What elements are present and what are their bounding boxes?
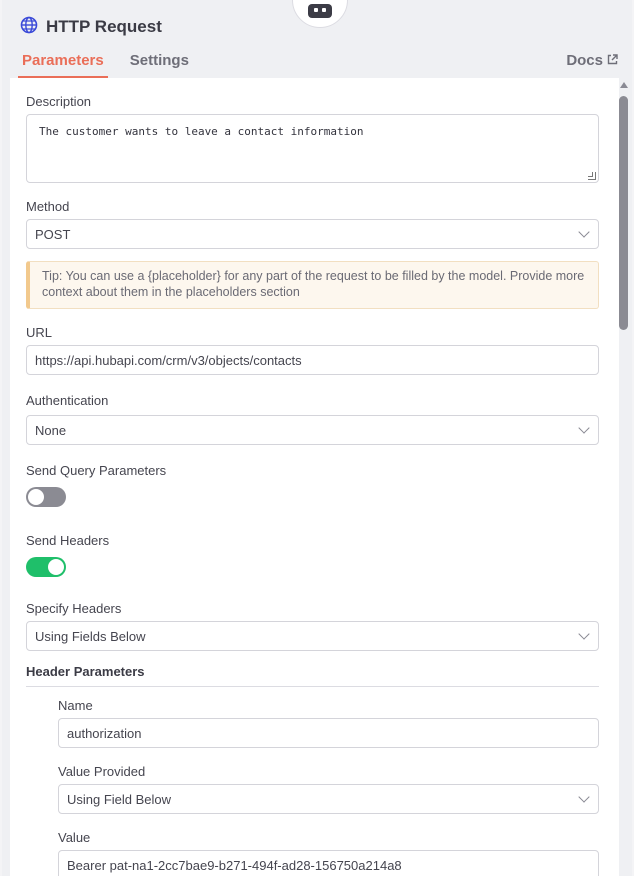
parameters-form <box>10 78 619 876</box>
method-select[interactable] <box>26 219 599 249</box>
value-provided-label: Value Provided <box>58 764 146 779</box>
url-input[interactable] <box>26 345 599 375</box>
url-label: URL <box>26 325 53 340</box>
value-provided-select[interactable] <box>58 784 599 814</box>
scroll-up-icon[interactable] <box>620 82 628 88</box>
placeholder-tip: Tip: You can use a {placeholder} for any part of the request to be filled by the model. Provide more context about them in the placeholders section <box>26 261 599 309</box>
toggle-knob <box>48 559 64 575</box>
node-badge <box>292 0 348 28</box>
external-link-icon <box>607 52 618 69</box>
panel-header <box>20 16 162 37</box>
scrollbar[interactable] <box>619 78 628 876</box>
node-panel <box>2 0 632 876</box>
tab-bar <box>18 52 618 78</box>
description-textarea[interactable] <box>26 114 599 183</box>
panel-title: HTTP Request <box>46 16 162 36</box>
header-value-value: Bearer pat-na1-2cc7bae9-b271-494f-ad28-156750a214a8 <box>67 857 402 873</box>
robot-icon <box>308 4 332 18</box>
send-headers-toggle[interactable] <box>26 557 66 577</box>
specify-headers-label: Specify Headers <box>26 601 122 616</box>
header-value-label: Value <box>58 830 91 845</box>
send-query-label: Send Query Parameters <box>26 463 167 478</box>
toggle-knob <box>28 489 44 505</box>
description-label: Description <box>26 94 92 109</box>
chevron-down-icon <box>578 791 589 802</box>
specify-headers-select[interactable] <box>26 621 599 651</box>
method-value: POST <box>35 226 71 242</box>
authentication-label: Authentication <box>26 393 109 408</box>
header-parameters-title: Header Parameters <box>26 664 599 687</box>
globe-icon <box>20 16 38 37</box>
chevron-down-icon <box>578 628 589 639</box>
header-value-input[interactable] <box>58 850 599 876</box>
tab-settings[interactable]: Settings <box>129 52 189 69</box>
send-headers-label: Send Headers <box>26 533 110 548</box>
tab-parameters[interactable]: Parameters <box>18 52 108 78</box>
authentication-value: None <box>35 422 67 438</box>
scrollbar-thumb[interactable] <box>619 96 628 330</box>
authentication-select[interactable] <box>26 415 599 445</box>
docs-label: Docs <box>566 52 603 69</box>
header-name-label: Name <box>58 698 93 713</box>
send-query-toggle[interactable] <box>26 487 66 507</box>
method-label: Method <box>26 199 70 214</box>
specify-headers-value: Using Fields Below <box>35 628 146 644</box>
chevron-down-icon <box>578 422 589 433</box>
resize-handle-icon[interactable] <box>588 172 596 180</box>
description-value: The customer wants to leave a contact information <box>39 125 364 138</box>
header-name-input[interactable] <box>58 718 599 748</box>
chevron-down-icon <box>578 226 589 237</box>
value-provided-value: Using Field Below <box>67 791 172 807</box>
docs-link[interactable] <box>566 52 618 69</box>
url-value: https://api.hubapi.com/crm/v3/objects/contacts <box>35 352 302 368</box>
header-name-value: authorization <box>67 725 142 741</box>
